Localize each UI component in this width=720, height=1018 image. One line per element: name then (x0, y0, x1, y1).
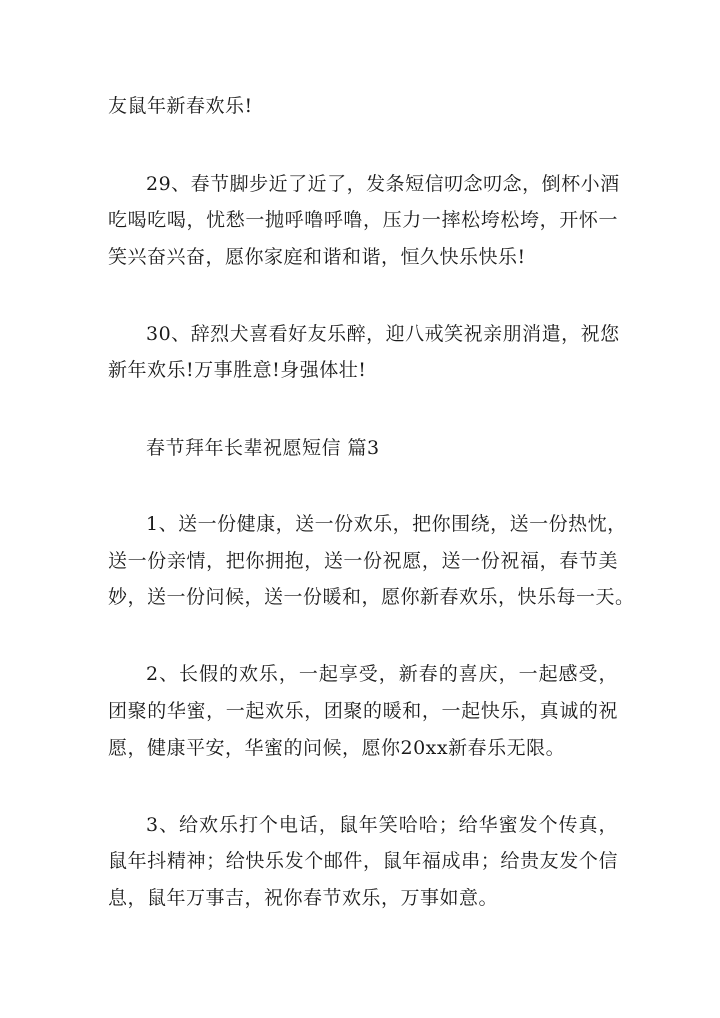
text-line: 30、辞烈犬喜看好友乐醉，迎八戒笑祝亲朋消遣，祝您 (146, 323, 620, 345)
text-line: 笑兴奋兴奋，愿你家庭和谐和谐，恒久快乐快乐! (108, 246, 526, 268)
text-line: 妙，送一份问候，送一份暖和，愿你新春欢乐，快乐每一天。 (108, 586, 635, 608)
text-line: 鼠年抖精神；给快乐发个邮件，鼠年福成串；给贵友发个信 (108, 850, 618, 872)
text-line: 送一份亲情，把你拥抱，送一份祝愿，送一份祝福，春节美 (108, 550, 618, 572)
text-line: 新年欢乐!万事胜意!身强体壮! (108, 359, 367, 381)
text-line: 1、送一份健康，送一份欢乐，把你围绕，送一份热忱， (146, 513, 627, 535)
text-line: 愿，健康平安，华蜜的问候，愿你20xx新春乐无限。 (108, 737, 566, 759)
text-line: 2、长假的欢乐，一起享受，新春的喜庆，一起感受， (146, 663, 618, 685)
section-heading: 春节拜年长辈祝愿短信 篇3 (146, 437, 380, 459)
text-line: 息，鼠年万事吉，祝你春节欢乐，万事如意。 (108, 887, 499, 909)
text-line: 团聚的华蜜，一起欢乐，团聚的暖和，一起快乐，真诚的祝 (108, 700, 618, 722)
text-line: 3、给欢乐打个电话，鼠年笑哈哈；给华蜜发个传真， (146, 814, 618, 836)
text-line: 友鼠年新春欢乐! (108, 95, 253, 117)
text-line: 吃喝吃喝，忧愁一抛呼噜呼噜，压力一摔松垮松垮，开怀一 (108, 209, 618, 231)
text-line: 29、春节脚步近了近了，发条短信叨念叨念，倒杯小酒 (146, 173, 620, 195)
